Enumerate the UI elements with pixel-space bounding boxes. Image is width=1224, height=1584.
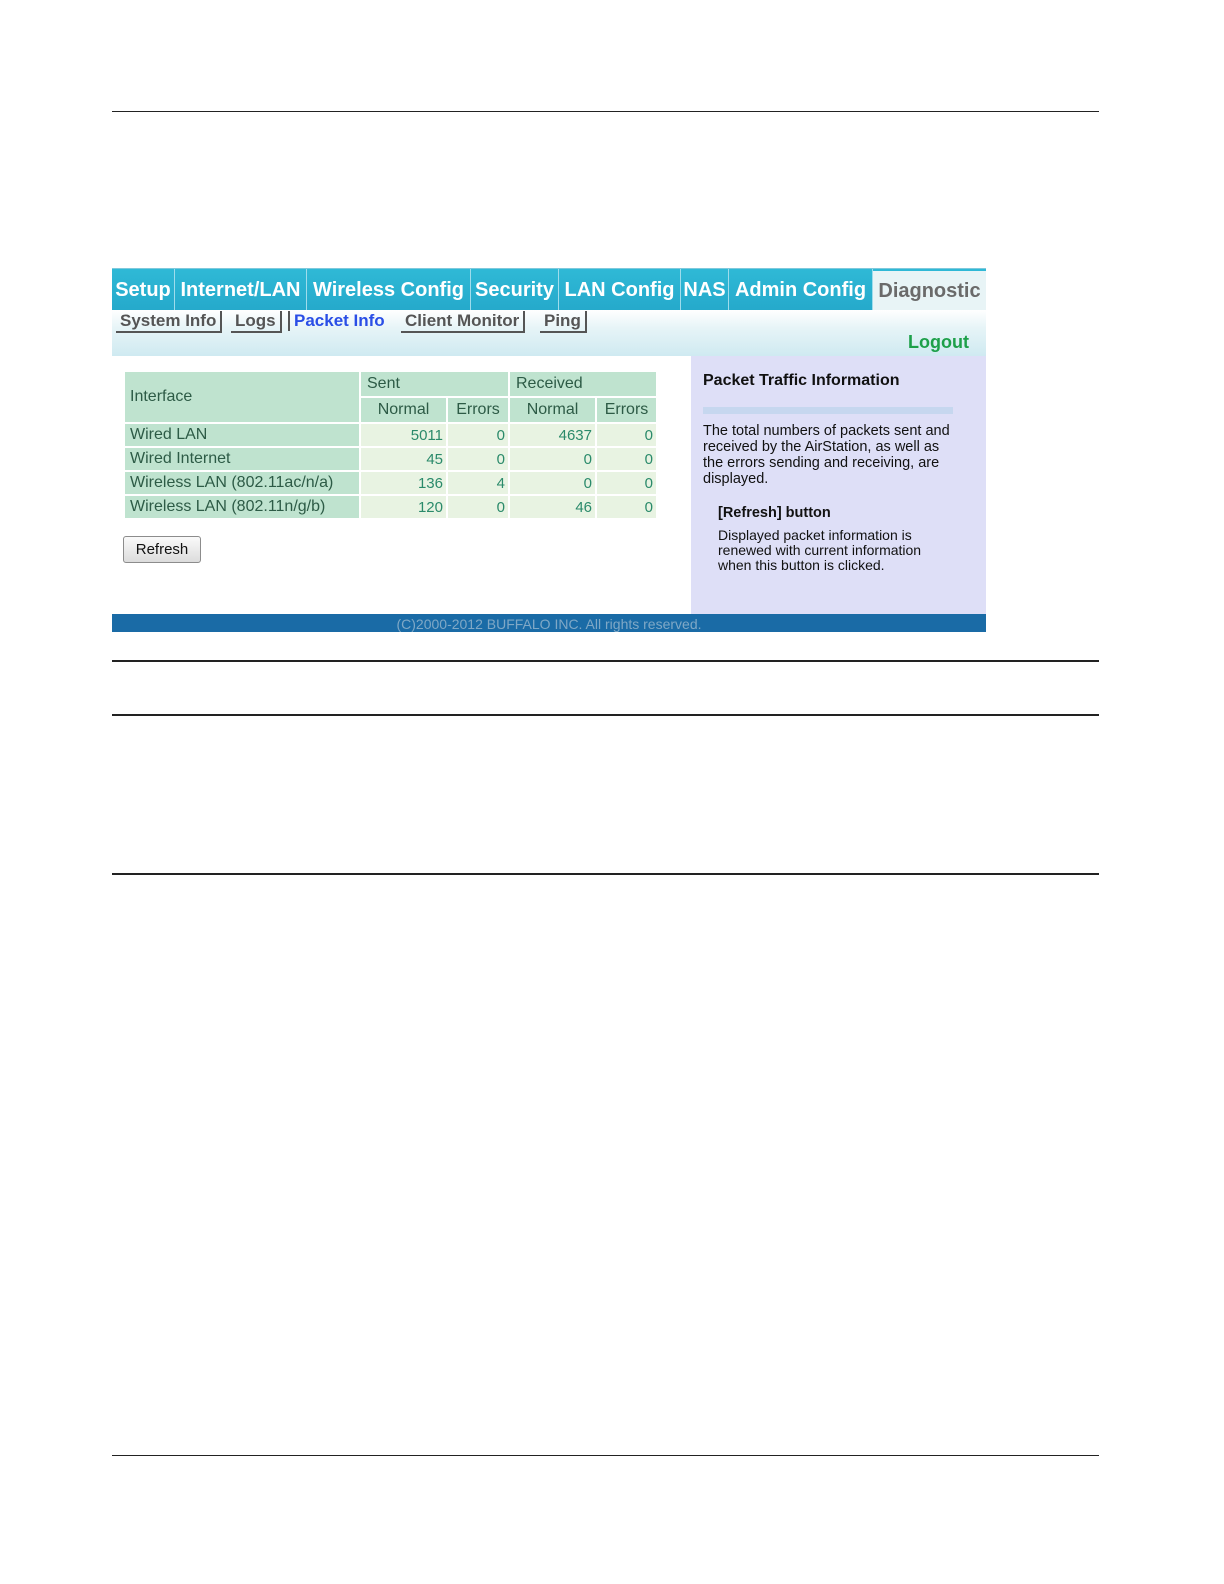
- header-recv-errors: Errors: [596, 397, 657, 423]
- table-row: [124, 447, 657, 471]
- header-sent-errors: Errors: [447, 397, 509, 423]
- packet-info-content: [112, 356, 691, 614]
- row-sent-errors: 0: [447, 423, 509, 447]
- help-refresh-description: Displayed packet information is renewed with current information when this button is clicked.: [718, 527, 922, 573]
- header-received: Received: [509, 371, 657, 397]
- subnav-client-monitor[interactable]: Client Monitor: [401, 311, 525, 333]
- row-sent-errors: 0: [447, 447, 509, 471]
- header-sent-normal: Normal: [360, 397, 447, 423]
- refresh-button[interactable]: Refresh: [123, 536, 201, 563]
- subnav-logs[interactable]: Logs: [231, 311, 282, 333]
- header-recv-normal: Normal: [509, 397, 596, 423]
- row-recv-errors: 0: [596, 447, 657, 471]
- logout-link[interactable]: Logout: [908, 332, 969, 352]
- tab-setup[interactable]: Setup: [112, 269, 175, 311]
- subnav-packet-info[interactable]: Packet Info: [288, 311, 389, 331]
- table-row: [124, 423, 657, 447]
- top-rule: [112, 111, 1099, 112]
- divider-rule: [112, 660, 1099, 662]
- table-row: [124, 495, 657, 519]
- subnav-system-info[interactable]: System Info: [116, 311, 222, 333]
- tab-internet-lan[interactable]: Internet/LAN: [175, 269, 307, 311]
- bottom-rule: [112, 1455, 1099, 1456]
- row-sent-errors: 0: [447, 495, 509, 519]
- row-recv-normal: 0: [509, 447, 596, 471]
- row-sent-normal: 136: [360, 471, 447, 495]
- row-sent-normal: 45: [360, 447, 447, 471]
- help-panel: [691, 356, 986, 614]
- help-title: Packet Traffic Information: [703, 372, 900, 389]
- tab-lan-config[interactable]: LAN Config: [559, 269, 681, 311]
- row-recv-normal: 46: [509, 495, 596, 519]
- divider-rule: [112, 714, 1099, 716]
- row-recv-errors: 0: [596, 471, 657, 495]
- divider-rule: [112, 873, 1099, 875]
- tab-nas[interactable]: NAS: [681, 269, 729, 311]
- header-interface: Interface: [124, 371, 360, 423]
- header-sent: Sent: [360, 371, 509, 397]
- row-recv-errors: 0: [596, 423, 657, 447]
- tab-wireless-config[interactable]: Wireless Config: [307, 269, 471, 311]
- help-description: The total numbers of packets sent and received by the AirStation, as well as the errors sending and receiving, are displayed.: [703, 423, 950, 487]
- packet-table: [123, 370, 658, 520]
- row-sent-errors: 4: [447, 471, 509, 495]
- row-sent-normal: 5011: [360, 423, 447, 447]
- main-nav: [112, 268, 986, 311]
- help-divider: [703, 407, 953, 414]
- subnav-ping[interactable]: Ping: [540, 311, 587, 333]
- tab-admin-config[interactable]: Admin Config: [729, 269, 873, 311]
- tab-security[interactable]: Security: [471, 269, 559, 311]
- row-interface: Wired Internet: [124, 447, 360, 471]
- row-interface: Wireless LAN (802.11ac/n/a): [124, 471, 360, 495]
- tab-diagnostic[interactable]: Diagnostic: [873, 271, 986, 311]
- row-recv-normal: 4637: [509, 423, 596, 447]
- help-refresh-title: [Refresh] button: [718, 505, 831, 521]
- table-row: [124, 471, 657, 495]
- row-recv-normal: 0: [509, 471, 596, 495]
- row-recv-errors: 0: [596, 495, 657, 519]
- row-sent-normal: 120: [360, 495, 447, 519]
- row-interface: Wired LAN: [124, 423, 360, 447]
- router-admin-window: [112, 268, 986, 632]
- row-interface: Wireless LAN (802.11n/g/b): [124, 495, 360, 519]
- sub-nav: [112, 310, 986, 356]
- copyright-footer: (C)2000-2012 BUFFALO INC. All rights reserved.: [112, 614, 986, 632]
